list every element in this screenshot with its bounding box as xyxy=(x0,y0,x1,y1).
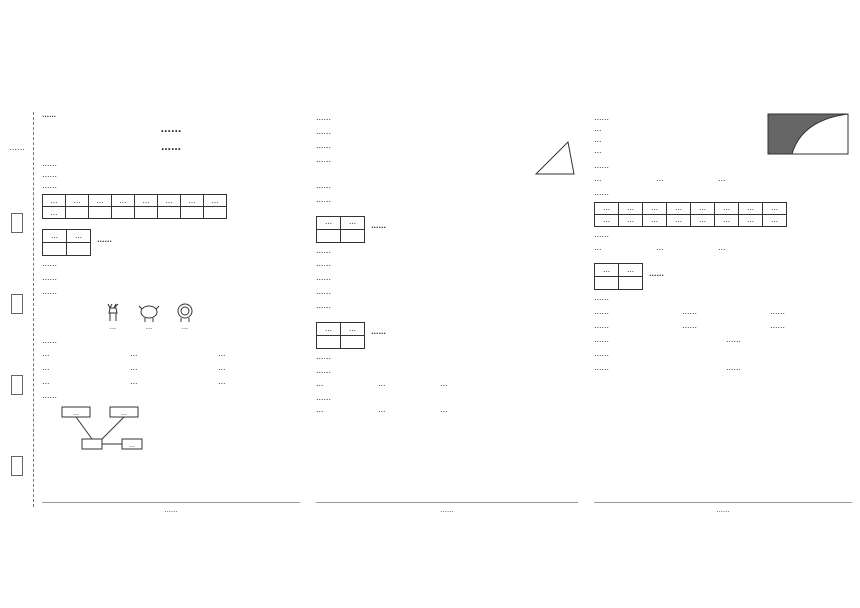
binding-text: …… xyxy=(9,142,25,152)
choice-option[interactable]: … xyxy=(440,378,448,388)
compare-item: … xyxy=(42,349,50,359)
calc-item: …… xyxy=(594,362,609,372)
calc-row xyxy=(594,363,852,374)
score-cell[interactable] xyxy=(112,207,135,219)
grader-cell[interactable] xyxy=(619,277,643,290)
animal-figure xyxy=(138,301,160,332)
choice-option[interactable]: … xyxy=(316,378,324,388)
score-cell[interactable] xyxy=(89,207,112,219)
data-cell: … xyxy=(667,202,691,214)
exam-subtitle: …… xyxy=(161,142,181,154)
calc-item: …… xyxy=(682,321,697,331)
grader-table xyxy=(316,322,365,349)
section-1-header xyxy=(42,224,300,256)
question-text: …… xyxy=(594,187,609,197)
score-header: … xyxy=(43,195,66,207)
question-text: …… xyxy=(42,287,57,297)
data-cell: … xyxy=(763,214,787,226)
grader-label: … xyxy=(317,216,341,229)
grader-label: … xyxy=(317,322,341,335)
calc-item: …… xyxy=(594,335,609,344)
grader-cell[interactable] xyxy=(341,335,365,348)
choice-option[interactable]: … xyxy=(656,242,664,252)
calc-item: …… xyxy=(594,307,609,317)
choice-item: …… xyxy=(316,392,331,402)
compare-item: … xyxy=(130,349,138,359)
choice-options xyxy=(316,405,578,416)
compare-row xyxy=(42,349,300,360)
data-cell: … xyxy=(667,214,691,226)
shape-question xyxy=(594,110,852,158)
section-4-title: …… xyxy=(649,268,664,278)
grader-label: … xyxy=(341,322,365,335)
binding-box xyxy=(11,375,23,395)
data-cell: … xyxy=(715,202,739,214)
judge-item: …… xyxy=(316,245,331,255)
choice-options xyxy=(594,174,852,185)
data-cell: … xyxy=(691,214,715,226)
calc-row xyxy=(594,321,852,332)
calc-item: …… xyxy=(594,321,609,331)
notes xyxy=(42,159,300,192)
score-header: … xyxy=(112,195,135,207)
choice-option[interactable]: … xyxy=(440,405,448,415)
calc-title: …… xyxy=(594,348,609,358)
data-cell: … xyxy=(691,202,715,214)
animal-value: … xyxy=(181,323,189,332)
choice-option[interactable]: … xyxy=(594,173,602,183)
grader-cell[interactable] xyxy=(43,243,67,256)
compare-item: … xyxy=(130,363,138,373)
question-text: …… xyxy=(316,194,331,204)
choice-option[interactable]: … xyxy=(718,242,726,252)
score-header: … xyxy=(204,195,227,207)
question-text: …… xyxy=(316,126,331,136)
binding-margin xyxy=(4,112,34,507)
question-text: …… xyxy=(594,229,609,239)
calc-item: …… xyxy=(682,307,697,317)
question-text: …… xyxy=(42,335,57,345)
data-cell: … xyxy=(619,214,643,226)
choice-option[interactable]: … xyxy=(594,242,602,252)
question-text: …… xyxy=(42,391,57,401)
choice-options xyxy=(316,379,578,390)
data-cell: … xyxy=(715,214,739,226)
grader-label: … xyxy=(619,264,643,277)
judge-item: …… xyxy=(316,259,331,269)
question-text: …… xyxy=(594,161,609,170)
choice-option[interactable]: … xyxy=(378,378,386,388)
compare-row xyxy=(42,363,300,374)
question-text: …… xyxy=(594,113,609,122)
data-cell: … xyxy=(643,214,667,226)
score-cell[interactable] xyxy=(158,207,181,219)
choice-option[interactable]: … xyxy=(594,145,602,155)
question-text: …… xyxy=(316,180,331,190)
page-footer: …… xyxy=(594,502,852,515)
question-text: …… xyxy=(316,113,331,122)
choice-option[interactable]: … xyxy=(656,173,664,183)
page-footer: …… xyxy=(316,502,578,515)
page-column-1 xyxy=(42,110,300,515)
animal-figures xyxy=(102,301,300,332)
grader-table xyxy=(316,216,365,243)
question-text: …… xyxy=(316,140,331,150)
triangle-question xyxy=(316,138,578,178)
score-row-label: … xyxy=(43,207,66,219)
section-3-header xyxy=(316,317,578,349)
grader-label: … xyxy=(67,230,91,243)
score-table xyxy=(42,194,227,219)
section-2-title: …… xyxy=(371,221,386,231)
grader-label: … xyxy=(595,264,619,277)
score-header: … xyxy=(158,195,181,207)
choice-option[interactable]: … xyxy=(594,123,602,133)
flow-number: … xyxy=(73,409,79,417)
score-cell[interactable] xyxy=(135,207,158,219)
calc-item: …… xyxy=(770,307,785,317)
score-header: … xyxy=(89,195,112,207)
choice-option[interactable]: … xyxy=(378,405,386,415)
data-cell: … xyxy=(739,202,763,214)
section-3-intro: …… xyxy=(316,351,331,361)
section-3-title: …… xyxy=(371,327,386,337)
compare-item: … xyxy=(130,377,138,387)
calc-item: …… xyxy=(726,335,741,344)
compare-item: … xyxy=(42,363,50,373)
choice-options xyxy=(594,243,852,254)
data-table xyxy=(594,202,787,227)
triangle-figure xyxy=(532,138,578,178)
grader-cell[interactable] xyxy=(67,243,91,256)
data-cell: … xyxy=(643,202,667,214)
binding-box xyxy=(11,294,23,314)
section-4-header xyxy=(594,258,852,290)
score-cell[interactable] xyxy=(181,207,204,219)
data-cell: … xyxy=(739,214,763,226)
section-2-header xyxy=(316,211,578,243)
calc-row xyxy=(594,307,852,318)
score-header: … xyxy=(181,195,204,207)
judge-item: …… xyxy=(316,301,331,310)
choice-item: …… xyxy=(316,365,331,375)
grader-cell[interactable] xyxy=(595,277,619,290)
page-footer: …… xyxy=(42,502,300,515)
note-line: …… xyxy=(42,180,57,190)
page-column-3 xyxy=(594,110,852,515)
note-line: …… xyxy=(42,158,57,168)
choice-option[interactable]: … xyxy=(594,134,602,144)
data-cell: … xyxy=(595,214,619,226)
compare-row xyxy=(42,377,300,388)
deer-icon xyxy=(102,301,124,323)
cow-icon xyxy=(138,301,160,323)
grader-cell[interactable] xyxy=(317,229,341,242)
grader-table xyxy=(42,229,91,256)
data-cell: … xyxy=(595,202,619,214)
grader-cell[interactable] xyxy=(317,335,341,348)
section-1-intro: …… xyxy=(42,259,57,269)
compare-item: … xyxy=(42,377,50,387)
animal-value: … xyxy=(145,323,153,332)
calc-item: …… xyxy=(726,362,741,372)
confidential-tag: …… xyxy=(42,110,56,119)
judge-item: …… xyxy=(316,273,331,283)
question-text: …… xyxy=(316,154,331,164)
exam-title: …… xyxy=(160,123,182,136)
question-text: …… xyxy=(42,273,57,283)
score-cell[interactable] xyxy=(204,207,227,219)
data-cell: … xyxy=(763,202,787,214)
calc-title: …… xyxy=(594,293,609,303)
binding-box xyxy=(11,456,23,476)
choice-option[interactable]: … xyxy=(316,405,324,415)
choice-option[interactable]: … xyxy=(718,173,726,183)
section-1-title: …… xyxy=(97,235,112,245)
calc-row xyxy=(594,335,852,346)
compare-item: … xyxy=(218,349,226,359)
data-cell: … xyxy=(619,202,643,214)
flow-number: … xyxy=(129,441,135,449)
page-column-2 xyxy=(316,110,578,515)
animal-figure xyxy=(174,301,196,332)
judge-item: …… xyxy=(316,287,331,297)
binding-fields xyxy=(8,112,26,507)
flow-number: … xyxy=(121,409,127,417)
flow-diagram xyxy=(52,405,172,455)
grader-cell[interactable] xyxy=(341,229,365,242)
compare-item: … xyxy=(218,377,226,387)
grader-table xyxy=(594,263,643,290)
score-cell[interactable] xyxy=(66,207,89,219)
score-header: … xyxy=(135,195,158,207)
binding-box xyxy=(11,213,23,233)
compare-item: … xyxy=(218,363,226,373)
calc-item: …… xyxy=(770,321,785,331)
grader-label: … xyxy=(341,216,365,229)
note-line: …… xyxy=(42,169,57,179)
grader-label: … xyxy=(43,230,67,243)
animal-figure xyxy=(102,301,124,332)
lion-icon xyxy=(174,301,196,323)
score-header: … xyxy=(66,195,89,207)
shaded-shape-figure xyxy=(762,110,852,158)
animal-value: … xyxy=(109,323,117,332)
